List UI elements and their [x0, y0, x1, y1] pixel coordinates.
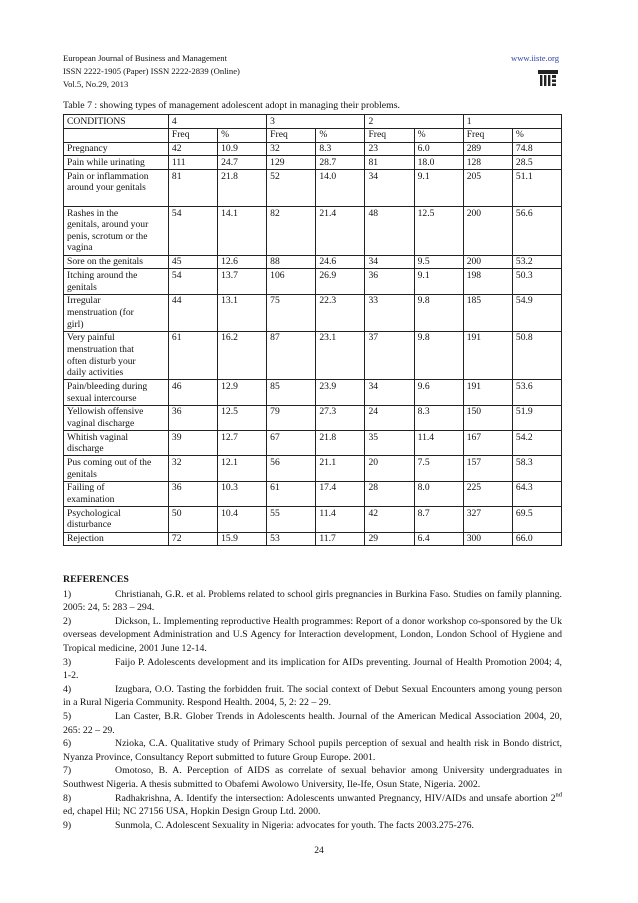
- condition-line: examination: [67, 494, 115, 506]
- condition-cell: [64, 294, 169, 331]
- value-cell: 64.3: [512, 481, 561, 506]
- value-cell: 11.4: [414, 431, 463, 456]
- value-cell: 106: [267, 269, 316, 294]
- value-cell: 24: [365, 405, 414, 430]
- condition-line: Pain/bleeding during: [67, 380, 148, 392]
- value-cell: 205: [463, 170, 512, 207]
- percent-header: %: [316, 128, 365, 142]
- value-cell: 9.1: [414, 170, 463, 207]
- value-cell: 13.7: [218, 269, 267, 294]
- reference-item: [63, 819, 562, 833]
- value-cell: 21.4: [316, 207, 365, 256]
- value-cell: 69.5: [512, 507, 561, 532]
- value-cell: 32: [168, 456, 217, 481]
- condition-cell: [64, 170, 169, 207]
- reference-text: Izugbara, O.O. Tasting the forbidden fruit. The social context of Debut Sexual Encounters among young person in a Rural Nigeria Community. Respond Health. 2004, 5, 2: 22 – 29.: [63, 683, 562, 709]
- reference-text: Radhakrishna, A. Identify the intersection: Adolescents unwanted Pregnancy, HIV/AIDs and unsafe abortion 2: [115, 792, 556, 804]
- condition-line: Yellowish offensive: [67, 406, 144, 418]
- empty-cell: [64, 128, 169, 142]
- value-cell: 11.4: [316, 507, 365, 532]
- value-cell: 28.5: [512, 156, 561, 170]
- value-cell: 24.7: [218, 156, 267, 170]
- group-header: 4: [168, 115, 266, 129]
- reference-text: Omotoso, B. A. Perception of AIDS as correlate of sexual behavior among University undergraduates in Southwest Nigeria. A thesis submitted to Obafemi Awolowo University, Ile-Ife, Osun State, Nigeria. 2002.: [63, 765, 562, 790]
- value-cell: 27.3: [316, 405, 365, 430]
- value-cell: 85: [267, 380, 316, 405]
- group-header: 1: [463, 115, 561, 129]
- value-cell: 9.1: [414, 269, 463, 294]
- freq-header: Freq: [365, 128, 414, 142]
- reference-number: 6): [63, 738, 72, 750]
- reference-number: 7): [63, 765, 72, 777]
- reference-number: 5): [63, 710, 72, 722]
- value-cell: 23.9: [316, 380, 365, 405]
- value-cell: 39: [168, 431, 217, 456]
- reference-item: [63, 656, 562, 683]
- table-row: [64, 142, 562, 156]
- value-cell: 8.3: [414, 405, 463, 430]
- value-cell: 45: [168, 255, 217, 269]
- value-cell: 191: [463, 380, 512, 405]
- value-cell: 11.7: [316, 532, 365, 546]
- condition-cell: [64, 142, 169, 156]
- reference-text: Sunmola, C. Adolescent Sexuality in Nigeria: advocates for youth. The facts 2003.275-276.: [115, 819, 474, 831]
- condition-line: Pregnancy: [67, 143, 108, 155]
- reference-number: 9): [63, 819, 72, 831]
- value-cell: 6.0: [414, 142, 463, 156]
- value-cell: 18.0: [414, 156, 463, 170]
- table-row: [64, 431, 562, 456]
- value-cell: 53.2: [512, 255, 561, 269]
- table-caption: Table 7 : showing types of management adolescent adopt in managing their problems.: [63, 100, 400, 111]
- value-cell: 67: [267, 431, 316, 456]
- value-cell: 79: [267, 405, 316, 430]
- condition-line: disturbance: [67, 519, 112, 531]
- value-cell: 12.5: [218, 405, 267, 430]
- value-cell: 56.6: [512, 207, 561, 256]
- condition-cell: [64, 255, 169, 269]
- value-cell: 81: [168, 170, 217, 207]
- condition-cell: [64, 431, 169, 456]
- value-cell: 23.1: [316, 331, 365, 380]
- value-cell: 14.1: [218, 207, 267, 256]
- value-cell: 7.5: [414, 456, 463, 481]
- value-cell: 54.9: [512, 294, 561, 331]
- value-cell: 13.1: [218, 294, 267, 331]
- value-cell: 37: [365, 331, 414, 380]
- percent-header: %: [414, 128, 463, 142]
- value-cell: 200: [463, 207, 512, 256]
- journal-volume: Vol.5, No.29, 2013: [63, 79, 129, 89]
- value-cell: 12.7: [218, 431, 267, 456]
- percent-header: %: [512, 128, 561, 142]
- value-cell: 34: [365, 170, 414, 207]
- freq-header: Freq: [168, 128, 217, 142]
- condition-line: Rashes in the: [67, 207, 119, 219]
- table-row: [64, 331, 562, 380]
- condition-line: discharge: [67, 443, 104, 455]
- condition-line: Rejection: [67, 533, 104, 545]
- value-cell: 157: [463, 456, 512, 481]
- value-cell: 48: [365, 207, 414, 256]
- value-cell: 74.8: [512, 142, 561, 156]
- value-cell: 53.6: [512, 380, 561, 405]
- table-header-row: [64, 115, 562, 129]
- value-cell: 61: [168, 331, 217, 380]
- value-cell: 21.8: [316, 431, 365, 456]
- condition-cell: [64, 331, 169, 380]
- management-table: [63, 114, 562, 546]
- value-cell: 12.9: [218, 380, 267, 405]
- reference-item: [63, 737, 562, 764]
- value-cell: 42: [168, 142, 217, 156]
- reference-text: ed, chapel Hil; NC 27156 USA, Hopkin Design Group Ltd. 2000.: [63, 806, 321, 818]
- group-header: 2: [365, 115, 463, 129]
- value-cell: 16.2: [218, 331, 267, 380]
- condition-line: often disturb your: [67, 355, 136, 367]
- reference-text: Nzioka, C.A. Qualitative study of Primary School pupils perception of sexual and health risk in Bondo district, Nyanza Province, Consultancy Report submitted to future Group Europe. 2001.: [63, 738, 562, 763]
- value-cell: 20: [365, 456, 414, 481]
- value-cell: 129: [267, 156, 316, 170]
- condition-cell: [64, 481, 169, 506]
- value-cell: 51.1: [512, 170, 561, 207]
- table-row: [64, 532, 562, 546]
- value-cell: 33: [365, 294, 414, 331]
- value-cell: 88: [267, 255, 316, 269]
- condition-cell: [64, 405, 169, 430]
- percent-header: %: [218, 128, 267, 142]
- table-row: [64, 294, 562, 331]
- reference-text: Lan Caster, B.R. Glober Trends in Adolescents health. Journal of the American Medical Association 2004, 20, 265: 22 – 29.: [63, 710, 562, 736]
- table-row: [64, 170, 562, 207]
- condition-line: menstruation (for: [67, 307, 134, 318]
- reference-number: 3): [63, 656, 72, 668]
- reference-item: [63, 764, 562, 791]
- condition-line: Failing of: [67, 482, 105, 494]
- journal-url[interactable]: www.iiste.org: [511, 53, 559, 63]
- value-cell: 36: [168, 405, 217, 430]
- value-cell: 28: [365, 481, 414, 506]
- value-cell: 198: [463, 269, 512, 294]
- value-cell: 21.8: [218, 170, 267, 207]
- condition-cell: [64, 507, 169, 532]
- value-cell: 58.3: [512, 456, 561, 481]
- value-cell: 128: [463, 156, 512, 170]
- value-cell: 36: [365, 269, 414, 294]
- value-cell: 17.4: [316, 481, 365, 506]
- value-cell: 10.3: [218, 481, 267, 506]
- condition-line: vagina: [67, 242, 93, 254]
- reference-number: 2): [63, 615, 72, 627]
- value-cell: 54: [168, 207, 217, 256]
- value-cell: 9.6: [414, 380, 463, 405]
- condition-cell: [64, 269, 169, 294]
- value-cell: 72: [168, 532, 217, 546]
- reference-item: [63, 588, 562, 615]
- value-cell: 51.9: [512, 405, 561, 430]
- value-cell: 50.3: [512, 269, 561, 294]
- value-cell: 34: [365, 380, 414, 405]
- value-cell: 52: [267, 170, 316, 207]
- value-cell: 191: [463, 331, 512, 380]
- condition-line: penis, scrotum or the: [67, 230, 148, 242]
- value-cell: 35: [365, 431, 414, 456]
- value-cell: 10.9: [218, 142, 267, 156]
- value-cell: 225: [463, 481, 512, 506]
- value-cell: 50: [168, 507, 217, 532]
- condition-line: Pus coming out of the: [67, 457, 152, 469]
- value-cell: 29: [365, 532, 414, 546]
- condition-line: around your genitals: [67, 182, 146, 194]
- condition-line: sexual intercourse: [67, 392, 137, 404]
- value-cell: 46: [168, 380, 217, 405]
- value-cell: 15.9: [218, 532, 267, 546]
- table-row: [64, 380, 562, 405]
- value-cell: 8.3: [316, 142, 365, 156]
- reference-text: Faijo P. Adolescents development and its implication for AIDs preventing. Journal of Health Promotion 2004; 4, 1-2.: [63, 656, 562, 682]
- group-header: 3: [267, 115, 365, 129]
- freq-header: Freq: [267, 128, 316, 142]
- table-row: [64, 156, 562, 170]
- value-cell: 300: [463, 532, 512, 546]
- value-cell: 66.0: [512, 532, 561, 546]
- condition-line: genitals: [67, 468, 97, 480]
- value-cell: 22.3: [316, 294, 365, 331]
- value-cell: 12.5: [414, 207, 463, 256]
- condition-line: Itching around the: [67, 270, 138, 282]
- value-cell: 56: [267, 456, 316, 481]
- condition-line: Psychological: [67, 507, 121, 519]
- condition-cell: [64, 532, 169, 546]
- condition-cell: [64, 456, 169, 481]
- journal-issn: ISSN 2222-1905 (Paper) ISSN 2222-2839 (Online): [63, 66, 240, 76]
- condition-line: Whitish vaginal: [67, 431, 129, 443]
- reference-text: Christianah, G.R. et al. Problems related to school girls pregnancies in Burkina Faso. Studies on family planning. 2005: 24, 5: 283 – 294.: [63, 588, 562, 614]
- table-row: [64, 255, 562, 269]
- value-cell: 9.8: [414, 294, 463, 331]
- condition-line: [67, 194, 165, 206]
- value-cell: 185: [463, 294, 512, 331]
- value-cell: 111: [168, 156, 217, 170]
- condition-cell: [64, 380, 169, 405]
- value-cell: 24.6: [316, 255, 365, 269]
- table-row: [64, 456, 562, 481]
- value-cell: 82: [267, 207, 316, 256]
- condition-line: Pain while urinating: [67, 156, 145, 168]
- value-cell: 75: [267, 294, 316, 331]
- condition-line: vaginal discharge: [67, 417, 135, 429]
- reference-item: [63, 792, 562, 819]
- value-cell: 8.7: [414, 507, 463, 532]
- condition-line: genitals, around your: [67, 219, 149, 231]
- value-cell: 6.4: [414, 532, 463, 546]
- value-cell: 21.1: [316, 456, 365, 481]
- table-row: [64, 269, 562, 294]
- reference-item: [63, 615, 562, 656]
- condition-line: Very painful: [67, 332, 115, 344]
- condition-line: menstruation that: [67, 343, 134, 355]
- value-cell: 50.8: [512, 331, 561, 380]
- reference-text: Dickson, L. Implementing reproductive Health programmes: Report of a donor workshop co-sponsored by the Uk overseas development Administration and U.S Agency for Interaction development, London, London School of Hygiene and Tropical medicine, 2001 June 12-14.: [63, 615, 562, 654]
- value-cell: 34: [365, 255, 414, 269]
- condition-cell: [64, 207, 169, 256]
- references-list: [63, 588, 562, 833]
- value-cell: 8.0: [414, 481, 463, 506]
- reference-number: 1): [63, 588, 72, 600]
- value-cell: 44: [168, 294, 217, 331]
- table-subheader-row: [64, 128, 562, 142]
- value-cell: 42: [365, 507, 414, 532]
- value-cell: 9.5: [414, 255, 463, 269]
- value-cell: 26.9: [316, 269, 365, 294]
- reference-item: [63, 683, 562, 710]
- reference-number: 4): [63, 683, 72, 695]
- value-cell: 36: [168, 481, 217, 506]
- value-cell: 23: [365, 142, 414, 156]
- condition-line: daily activities: [67, 367, 124, 379]
- condition-line: genitals: [67, 281, 97, 293]
- journal-header: [63, 52, 563, 91]
- condition-cell: [64, 156, 169, 170]
- value-cell: 81: [365, 156, 414, 170]
- value-cell: 54.2: [512, 431, 561, 456]
- value-cell: 12.6: [218, 255, 267, 269]
- value-cell: 61: [267, 481, 316, 506]
- value-cell: 10.4: [218, 507, 267, 532]
- value-cell: 14.0: [316, 170, 365, 207]
- value-cell: 167: [463, 431, 512, 456]
- reference-item: [63, 710, 562, 737]
- table-row: [64, 207, 562, 256]
- value-cell: 55: [267, 507, 316, 532]
- value-cell: 9.8: [414, 331, 463, 380]
- value-cell: 327: [463, 507, 512, 532]
- value-cell: 28.7: [316, 156, 365, 170]
- conditions-header: CONDITIONS: [64, 115, 169, 129]
- condition-line: Pain or inflammation: [67, 170, 149, 182]
- value-cell: 53: [267, 532, 316, 546]
- condition-line: Sore on the genitals: [67, 256, 143, 268]
- iiste-logo-icon: [537, 69, 559, 87]
- table-row: [64, 405, 562, 430]
- value-cell: 200: [463, 255, 512, 269]
- value-cell: 12.1: [218, 456, 267, 481]
- value-cell: 87: [267, 331, 316, 380]
- condition-line: girl): [67, 318, 84, 330]
- page-number: 24: [314, 845, 324, 856]
- condition-line: Irregular: [67, 295, 101, 307]
- reference-superscript: nd: [555, 791, 562, 799]
- references-heading: REFERENCES: [63, 574, 129, 585]
- value-cell: 150: [463, 405, 512, 430]
- references-section: [63, 573, 562, 832]
- value-cell: 32: [267, 142, 316, 156]
- freq-header: Freq: [463, 128, 512, 142]
- value-cell: 54: [168, 269, 217, 294]
- table-row: [64, 481, 562, 506]
- table-row: [64, 507, 562, 532]
- journal-name: European Journal of Business and Management: [63, 53, 227, 63]
- reference-number: 8): [63, 792, 72, 804]
- value-cell: 289: [463, 142, 512, 156]
